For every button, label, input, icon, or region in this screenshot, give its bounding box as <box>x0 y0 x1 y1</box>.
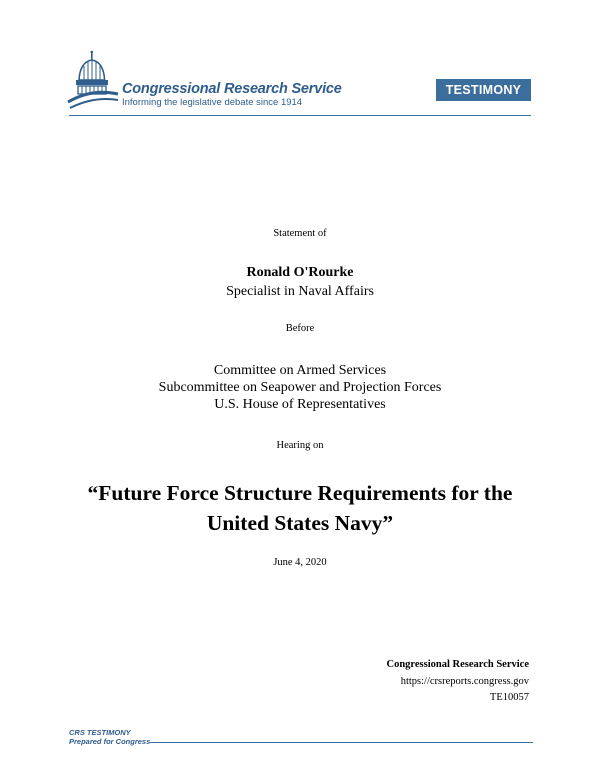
footer-prepared-for-congress: Prepared for Congress <box>69 737 151 746</box>
header-divider <box>69 115 531 116</box>
committee-block <box>0 362 600 413</box>
subcommittee-line: Subcommittee on Seapower and Projection Forces <box>158 380 442 395</box>
hearing-on-label: Hearing on <box>276 440 324 451</box>
org-name: Congressional Research Service <box>122 81 342 97</box>
capitol-dome-logo-icon <box>66 50 120 112</box>
house-line: U.S. House of Representatives <box>214 397 386 412</box>
before-label: Before <box>285 323 315 334</box>
speaker-title: Specialist in Naval Affairs <box>226 284 374 299</box>
report-id: TE10057 <box>489 692 529 703</box>
hearing-date: June 4, 2020 <box>273 557 327 568</box>
testimony-badge: TESTIMONY <box>436 79 531 101</box>
hearing-title-line: United States Navy” <box>206 511 394 535</box>
footer-crs-testimony: CRS TESTIMONY <box>69 728 131 737</box>
hearing-title <box>0 478 600 538</box>
page-header <box>0 0 600 120</box>
org-tagline: Informing the legislative debate since 1914 <box>122 97 303 108</box>
contact-url[interactable]: https://crsreports.congress.gov <box>400 676 529 687</box>
committee-line: Committee on Armed Services <box>213 363 387 378</box>
statement-of-label: Statement of <box>273 228 327 239</box>
footer-divider <box>150 742 533 743</box>
speaker-name: Ronald O'Rourke <box>246 265 354 280</box>
contact-org: Congressional Research Service <box>386 659 529 670</box>
hearing-title-line: “Future Force Structure Requirements for the <box>87 481 513 505</box>
